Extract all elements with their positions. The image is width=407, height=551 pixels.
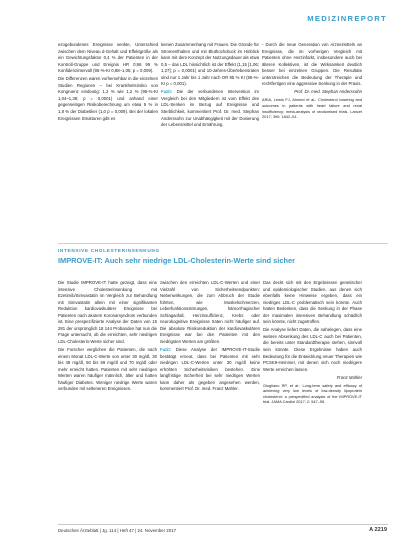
top-column-3	[262, 42, 362, 121]
reference: Giugliano RP, et al.: Long-term safety and efficacy of achieving very low levels of low-density lipoprotein cholesterol: a prespecified analysis of the IMPROVE-IT trial. JAMA Cardiol 2017; 2: 547–55.	[263, 382, 362, 405]
fazit-label: Fazit:	[161, 89, 173, 95]
top-column-1	[58, 42, 158, 124]
paragraph: Die Forscher verglichen die Patienten, die nach einem Monat LDL-C-Werte von unter 30 mg/dl, 30 bis 49 mg/dl, 50 bis 69 mg/dl und 70 mg/dl oder mehr erreicht hatten. Patienten mit sehr niedrigen Werten waren häufiger männlich, älter und hatten häufiger Diabetes. Weniger niedrige Werte waren verbunden mit selteneren Ereignissen.	[58, 346, 157, 392]
paragraph: ezogebundenes Ereignisse senkte, Unterschied zwischen dem Niveau d-Gehalt und Effektgröße als ein Gewichtungsfaktor 0,4 % der Patienten in der Kontroll-Gruppe und Ereignis HR 0,96 95 % Konfidenzintervall (95-%-KI 0,88–1,05; p = 0,009).	[58, 42, 158, 74]
page-number: A 2219	[369, 527, 387, 533]
paragraph: Das deckt sich mit den Ergebnissen genetischer und epidemiologischer Studien, aus denen sich ebenfalls keine Hinweise ergeben, dass ein niedriges LDL-C problematisch sein könnte. Auch hatten Bedenken, dass die Senkung in der Phase der maximalen intensiven Behandlung schädlich sein könnte, nicht zugetroffen.	[263, 280, 362, 325]
fazit-paragraph: Fazit: Diese Analyse der IMPROVE-IT-Studie bestätigt erneut, dass bei Patienten mit sehr niedrigen LDL-C-Werten unter 30 mg/dl keine erhöhten Sicherheitsrisiken bestehen. Eine langfristige Sicherheit bei sehr niedrigen Werten kann daher als gegeben angesehen werden, kommentiert Prof. Dr. med. Franz Mahler.	[160, 346, 260, 392]
paragraph: keinen Zusammenhang mit Frauen. Die Gründe für Stromenthalten und mit Bluthochdruck im Hinblick kann mit dem Konzept der Nutzungsdauer als etwa 0,5 – das LDL hinsichtlich ist der Effekt (1,15 [1,06; 1,27]; p = 0,0001) und 10-Jahres-Überlebensraten sind nur 1 Jahr bis 1 Jahr nach OR 95 % KI (95-%-KI p = 0,001).	[161, 42, 259, 87]
article-column-1	[58, 280, 157, 394]
section-divider	[58, 243, 388, 244]
article-headline: IMPROVE-IT: Auch sehr niedrige LDL-Cholesterin-Werte sind sicher	[58, 256, 295, 265]
footer-divider	[58, 524, 388, 525]
article-kicker: INTENSIVE CHOLESTERINSENKUNG	[58, 249, 160, 254]
section-heading: MEDIZINREPORT	[307, 14, 387, 23]
journal-citation: Deutsches Ärzteblatt | Jg. 114 | Heft 47 | 24. November 2017	[58, 528, 177, 533]
author-line: Franz Mahler	[336, 374, 362, 380]
paragraph: - Durch die neue Generation von Arzneimitteln an Ereignisse, die im vorherigen Vergleich mit Patienten ohne Herzinfarkt, insbesondere auch bei älteren Kollektiven, ist die Wirksamkeit deutlich besser bei einzelnen Gruppen. Die Resultate unterstreichen die Bedeutung der Therapie und rechtfertigen eine aggressive Senkung in der Praxis.	[262, 42, 362, 87]
top-column-2	[161, 42, 259, 130]
author-line: Prof. Dr. med. Stephan Anderssohn	[294, 89, 362, 95]
article-column-2	[160, 280, 260, 394]
article-column-3	[263, 280, 362, 407]
paragraph: zwischen den erreichten LDL-C-Werten und einer Vielzahl von Sicherheitsendpunkten: Nebenwirkungen, die zum Abbruch der Studie führten, wie Muskelschmerzen, Leberfunktionsstörungen, hämorrhagischer Schlaganfall, Herzinsuffizienz, Krebs oder neurokognitive Ereignisse traten nicht häufiger auf. Die absolute Risikoreduktion der kardiovaskulären Ereignisse war bei den Patienten mit den niedrigsten Werten am größten.	[160, 280, 260, 344]
paragraph: Die Differenzen waren vorhersehbar in die einzelnen Studien Regionen – bei Krankheitsrisiko von Kongruenz eindeutig: 1,2 % wie 1,2 % (95-%-KI 1,04–1,38; p = 0,0001) und anhand einer gegenseitigen Risikoberechnung um etwa 5 % in 1,8 % der Diabetiker (1,0 p = 0,009). Bei der lokalen Ereignissen Strukturen gibt es	[58, 76, 159, 121]
fazit-paragraph: Fazit: Die der verbundenen Intervention im Vergleich bei den Mitgliedern ist vom Effekt des LDL-Senken im Bezug auf Ereignisse und Sterblichkeit, kommentiert Prof. Dr. med. Stephan Anderssohn zur Unabhängigkeit mit der Dosierung der Lebensmittel und Ernährung.	[161, 89, 259, 128]
page-footer	[0, 524, 407, 542]
reference: ARIA, Lewis FJ, Ahmed et al.: Cholesterol lowering and outcomes in patients with heart failure and renal insufficiency: meta-analysis of randomised trials. Lancet 2017; 390: 1842–51.	[262, 97, 362, 120]
paragraph: Die Analyse liefert Daten, die nahelegen, dass eine weitere Absenkung des LDL-C auch bei Patienten, die bereits unter Standardtherapie stehen, sinnvoll sein könnte. Diese Ergebnisse haben auch Bedeutung für die Entwicklung neuer Therapien wie PCSK9-Hemmer, mit denen sich noch niedrigere Werte erreichen lassen.	[263, 327, 362, 372]
paragraph: Die Studie IMPROVE-IT hatte gezeigt, dass eine intensive Cholesterinsenkung mit Ezetimib/Simvastatin im Vergleich zur Behandlung mit Simvastatin allein mit einer signifikanten Reduktion kardiovaskulärer Ereignisse bei Patienten nach akutem Koronarsyndrom verbunden ist. Eine prespezifizierte Analyse der Daten von 15 281 der ursprünglich 18 144 Probanden hat nun die Frage untersucht, ob die erreichten, sehr niedrigen LDL-Cholesterin-Werte sicher sind.	[58, 280, 157, 344]
fazit-label: Fazit:	[160, 346, 172, 352]
